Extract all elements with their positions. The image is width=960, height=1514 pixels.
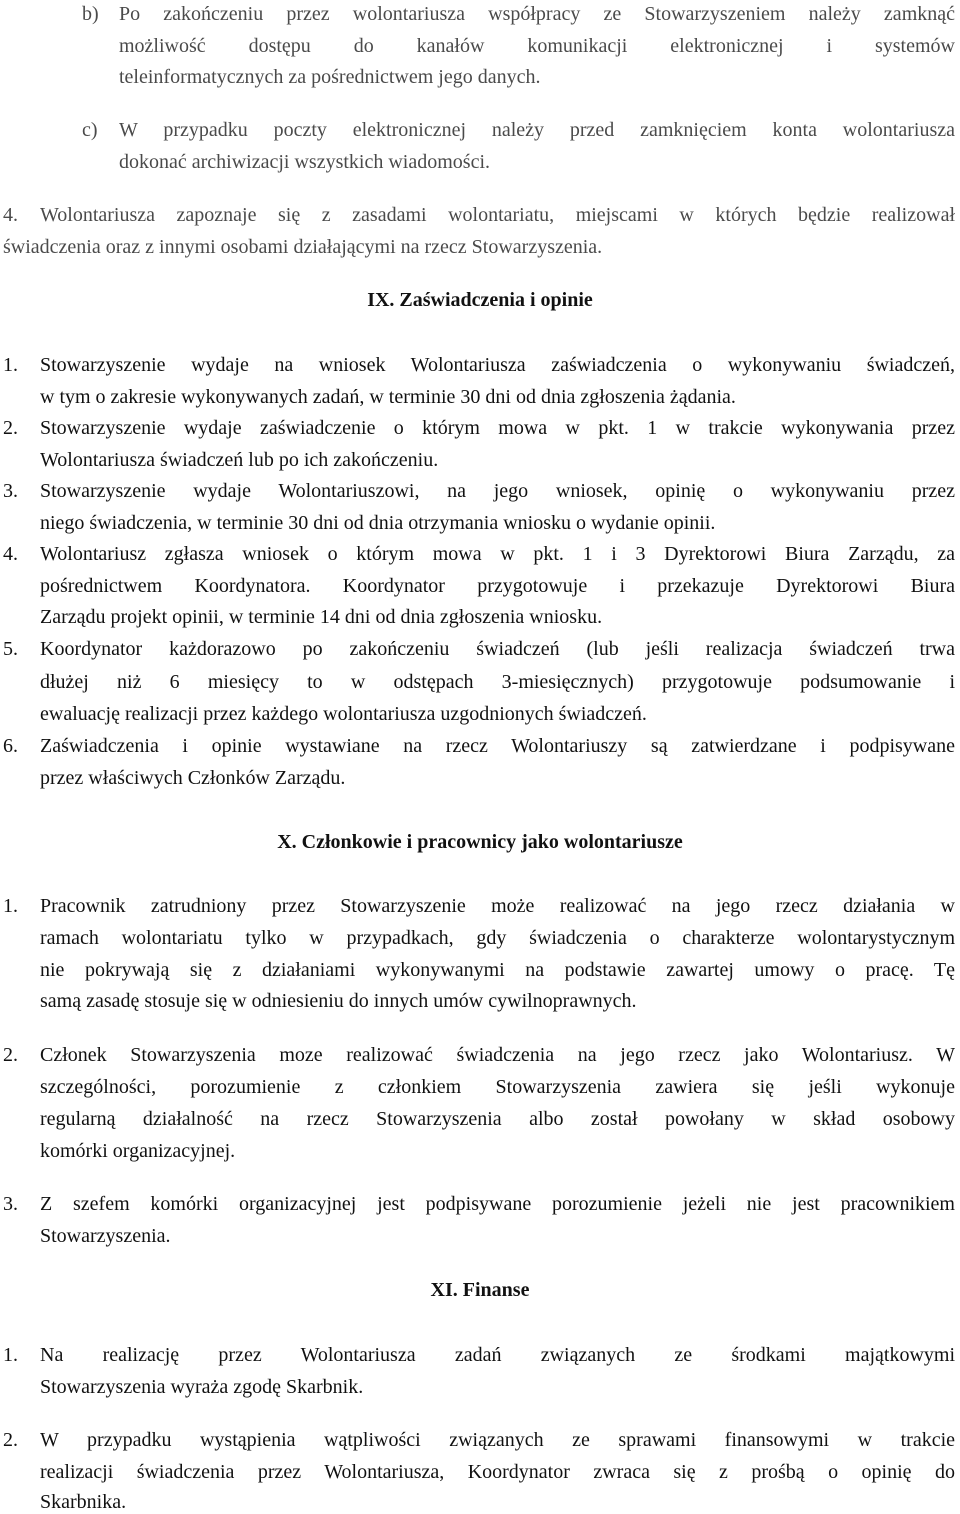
paragraph-line: szczególności, porozumienie z członkiem Stowarzyszenia zawiera się jeśli wykonuje [40,1076,955,1098]
list-number: 1. [3,1344,18,1366]
paragraph-line: komórki organizacyjnej. [40,1140,236,1162]
paragraph-line: dokonać archiwizacji wszystkich wiadomości. [119,151,490,173]
paragraph-line: ramach wolontariatu tylko w przypadkach, gdy świadczenia o charakterze wolontarystycznym [40,927,955,949]
paragraph-line: nie pokrywają się z działaniami wykonywanymi na podstawie zawartej umowy o pracę. Tę [40,959,955,981]
paragraph-line: Stowarzyszenia. [40,1225,171,1247]
paragraph-line: przez właściwych Członków Zarządu. [40,767,346,789]
paragraph-line: Z szefem komórki organizacyjnej jest podpisywane porozumienie jeżeli nie jest pracownikiem [40,1193,955,1215]
list-number: 2. [3,417,18,439]
list-number: 4. [3,543,18,565]
paragraph-line: niego świadczenia, w terminie 30 dni od dnia otrzymania wniosku o wydanie opinii. [40,512,716,534]
list-number: 1. [3,895,18,917]
paragraph-line: ewaluację realizacji przez każdego wolontariusza uzgodnionych świadczeń. [40,703,647,725]
paragraph-line: świadczenia oraz z innymi osobami działającymi na rzecz Stowarzyszenia. [3,236,603,258]
paragraph-line: Skarbnika. [40,1491,127,1513]
list-number: 1. [3,354,18,376]
paragraph-line: Po zakończeniu przez wolontariusza współpracy ze Stowarzyszeniem należy zamknąć [119,3,955,25]
list-number: 5. [3,638,18,660]
paragraph-line: Członek Stowarzyszenia moze realizować świadczenia na jego rzecz jako Wolontariusz. W [40,1044,955,1066]
paragraph-line: Zaświadczenia i opinie wystawiane na rzecz Wolontariuszy są zatwierdzane i podpisywane [40,735,955,757]
paragraph-line: Stowarzyszenie wydaje Wolontariuszowi, na jego wniosek, opinię o wykonywaniu przez [40,480,955,502]
paragraph-line: realizacji świadczenia przez Wolontariusza, Koordynator zwraca się z prośbą o opinię do [40,1461,955,1483]
paragraph-line: teleinformatycznych za pośrednictwem jego danych. [119,66,541,88]
list-number: 4. [3,204,18,226]
paragraph-line: Wolontariusza świadczeń lub po ich zakończeniu. [40,449,439,471]
paragraph-line: regularną działalność na rzecz Stowarzyszenia albo został powołany w skład osobowy [40,1108,955,1130]
paragraph-line: dłużej niż 6 miesięcy to w odstępach 3-miesięcznych) przygotowuje podsumowanie i [40,671,955,693]
paragraph-line: w tym o zakresie wykonywanych zadań, w terminie 30 dni od dnia zgłoszenia żądania. [40,386,736,408]
paragraph-line: W przypadku poczty elektronicznej należy przed zamknięciem konta wolontariusza [119,119,955,141]
paragraph-line: Na realizację przez Wolontariusza zadań związanych ze środkami majątkowymi [40,1344,955,1366]
list-number: 3. [3,480,18,502]
section-heading-xi: XI. Finanse [430,1279,530,1301]
paragraph-line: Wolontariusza zapoznaje się z zasadami wolontariatu, miejscami w których będzie realizował [40,204,955,226]
paragraph-line: samą zasadę stosuje się w odniesieniu do innych umów cywilnoprawnych. [40,990,637,1012]
list-label-b: b) [82,3,99,25]
paragraph-line: Stowarzyszenie wydaje zaświadczenie o którym mowa w pkt. 1 w trakcie wykonywania przez [40,417,955,439]
paragraph-line: Stowarzyszenie wydaje na wniosek Wolontariusza zaświadczenia o wykonywaniu świadczeń, [40,354,955,376]
paragraph-line: Zarządu projekt opinii, w terminie 14 dni od dnia zgłoszenia wniosku. [40,606,603,628]
paragraph-line: Koordynator każdorazowo po zakończeniu świadczeń (lub jeśli realizacja świadczeń trwa [40,638,955,660]
section-heading-ix: IX. Zaświadczenia i opinie [367,289,593,311]
section-heading-x: X. Członkowie i pracownicy jako wolontariusze [277,831,683,853]
list-number: 6. [3,735,18,757]
paragraph-line: Pracownik zatrudniony przez Stowarzyszenie może realizować na jego rzecz działania w [40,895,955,917]
list-number: 3. [3,1193,18,1215]
paragraph-line: Stowarzyszenia wyraża zgodę Skarbnik. [40,1376,364,1398]
list-number: 2. [3,1429,18,1451]
paragraph-line: pośrednictwem Koordynatora. Koordynator przygotowuje i przekazuje Dyrektorowi Biura [40,575,955,597]
list-number: 2. [3,1044,18,1066]
list-label-c: c) [82,119,98,141]
paragraph-line: Wolontariusz zgłasza wniosek o którym mowa w pkt. 1 i 3 Dyrektorowi Biura Zarządu, za [40,543,955,565]
paragraph-line: możliwość dostępu do kanałów komunikacji elektronicznej i systemów [119,35,955,57]
paragraph-line: W przypadku wystąpienia wątpliwości związanych ze sprawami finansowymi w trakcie [40,1429,955,1451]
